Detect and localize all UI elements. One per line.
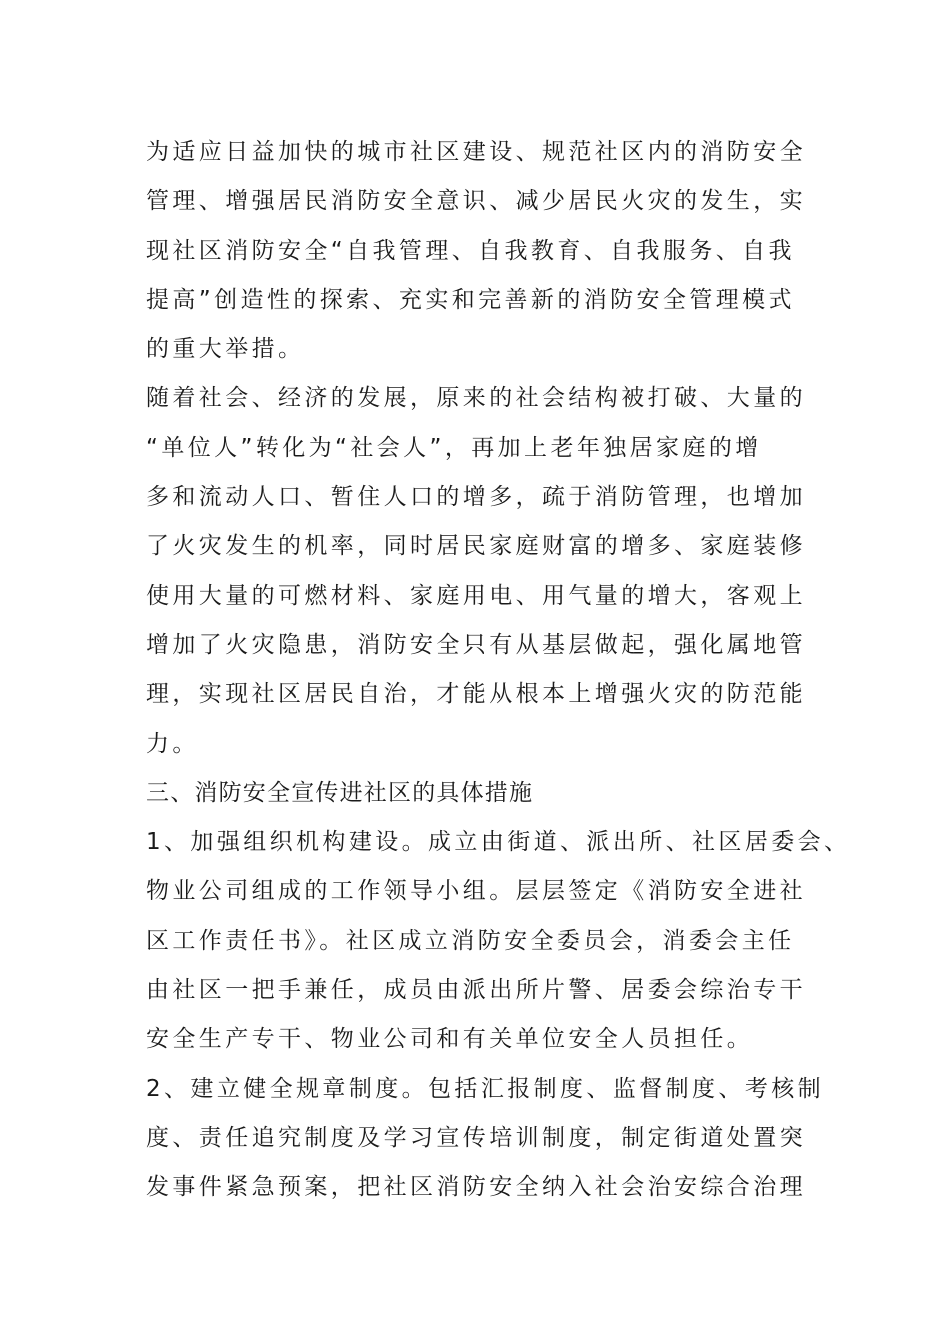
paragraph-line: 发事件紧急预案，把社区消防安全纳入社会治安综合治理 bbox=[146, 1174, 806, 1201]
paragraph-line: 增加了火灾隐患，消防安全只有从基层做起，强化属地管 bbox=[146, 631, 806, 658]
paragraph-line: 使用大量的可燃材料、家庭用电、用气量的增大，客观上 bbox=[146, 582, 806, 609]
paragraph-line: 安全生产专干、物业公司和有关单位安全人员担任。 bbox=[146, 1026, 754, 1053]
paragraph-line: 随着社会、经济的发展，原来的社会结构被打破、大量的 bbox=[146, 385, 806, 412]
paragraph-line: 多和流动人口、暂住人口的增多，疏于消防管理，也增加 bbox=[146, 484, 806, 511]
paragraph-line: 为适应日益加快的城市社区建设、规范社区内的消防安全 bbox=[146, 139, 806, 165]
document-body bbox=[146, 128, 851, 1213]
paragraph-line: 的重大举措。 bbox=[146, 336, 305, 363]
section-heading: 三、消防安全宣传进社区的具体措施 bbox=[146, 779, 534, 806]
paragraph-line: 管理、增强居民消防安全意识、减少居民火灾的发生，实 bbox=[146, 188, 806, 215]
paragraph-line: 度、责任追究制度及学习宣传培训制度，制定街道处置突 bbox=[146, 1124, 806, 1151]
paragraph-line: 力。 bbox=[146, 730, 199, 757]
paragraph-line: 1、加强组织机构建设。成立由街道、派出所、社区居委会、 bbox=[146, 829, 851, 856]
paragraph-line: 了火灾发生的机率，同时居民家庭财富的增多、家庭装修 bbox=[146, 533, 806, 560]
paragraph-line: 由社区一把手兼任，成员由派出所片警、居委会综治专干 bbox=[146, 977, 806, 1004]
paragraph-line: 现社区消防安全“自我管理、自我教育、自我服务、自我 bbox=[146, 237, 795, 264]
paragraph-line: 理，实现社区居民自治，才能从根本上增强火灾的防范能 bbox=[146, 681, 806, 708]
paragraph-line: “单位人”转化为“社会人”，再加上老年独居家庭的增 bbox=[146, 434, 762, 461]
paragraph-line: 区工作责任书》。社区成立消防安全委员会，消委会主任 bbox=[146, 927, 795, 954]
paragraph-line: 2、建立健全规章制度。包括汇报制度、监督制度、考核制 bbox=[146, 1075, 825, 1102]
paragraph-line: 物业公司组成的工作领导小组。层层签定《消防安全进社 bbox=[146, 878, 806, 905]
paragraph-line: 提高”创造性的探索、充实和完善新的消防安全管理模式 bbox=[146, 286, 795, 313]
